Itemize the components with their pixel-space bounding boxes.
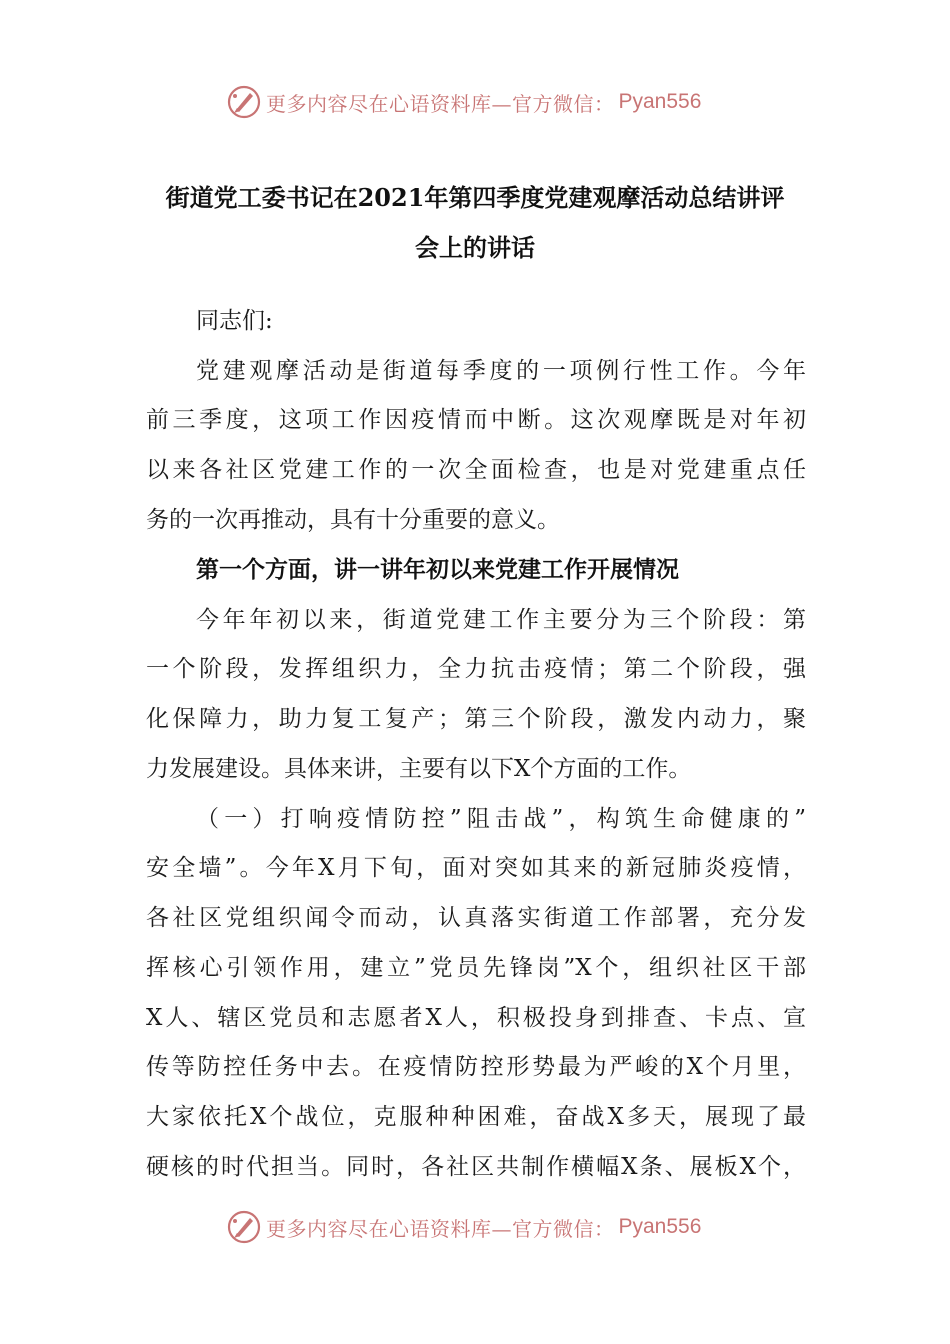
document-title-line-1: 街道党工委书记在2021年第四季度党建观摩活动总结讲评 (165, 183, 785, 212)
paragraph-line: 传等防控任务中去。在疫情防控形势最为严峻的X个月里， (146, 1054, 806, 1080)
paragraph-line: X人、辖区党员和志愿者X人，积极投身到排查、卡点、宣 (146, 1005, 806, 1031)
paragraph-line: 以来各社区党建工作的一次全面检查，也是对党建重点任 (146, 457, 806, 483)
paragraph-line: 前三季度，这项工作因疫情而中断。这次观摩既是对年初 (146, 407, 806, 433)
paragraph-line: 一个阶段，发挥组织力，全力抗击疫情；第二个阶段，强 (146, 656, 806, 682)
paragraph-line: 化保障力，助力复工复产；第三个阶段，激发内动力，聚 (146, 706, 806, 732)
watermark-banner-bottom (0, 1207, 950, 1247)
watermark-account: Pyan556 (618, 1215, 702, 1238)
paragraph-line: 挥核心引领作用，建立”党员先锋岗”X个，组织社区干部 (146, 955, 806, 981)
paragraph-line: 大家依托X个战位，克服种种困难，奋战X多天，展现了最 (146, 1104, 806, 1130)
salutation: 同志们: (196, 308, 273, 334)
pen-nib-logo-icon (226, 84, 262, 120)
paragraph-line: 各社区党组织闻令而动，认真落实街道工作部署，充分发 (146, 905, 806, 931)
watermark-text: 更多内容尽在心语资料库—官方微信： (266, 91, 615, 116)
paragraph-line: 今年年初以来，街道党建工作主要分为三个阶段：第 (196, 607, 806, 633)
paragraph-line: 安全墙”。今年X月下旬，面对突如其来的新冠肺炎疫情， (146, 855, 806, 881)
section-heading: 第一个方面，讲一讲年初以来党建工作开展情况 (196, 557, 679, 583)
paragraph-line: 硬核的时代担当。同时，各社区共制作横幅X条、展板X个， (146, 1154, 806, 1180)
watermark-text: 更多内容尽在心语资料库—官方微信： (266, 1216, 615, 1241)
paragraph-line: 力发展建设。具体来讲，主要有以下X个方面的工作。 (146, 756, 692, 782)
watermark-banner-top (0, 82, 950, 122)
paragraph-line: 务的一次再推动，具有十分重要的意义。 (146, 507, 560, 533)
subsection-heading-line: （一）打响疫情防控”阻击战”，构筑生命健康的” (196, 806, 806, 832)
document-title-line-2: 会上的讲话 (415, 233, 535, 262)
pen-nib-logo-icon (226, 1209, 262, 1245)
paragraph-line: 党建观摩活动是街道每季度的一项例行性工作。今年 (196, 358, 806, 384)
watermark-account: Pyan556 (618, 90, 702, 113)
